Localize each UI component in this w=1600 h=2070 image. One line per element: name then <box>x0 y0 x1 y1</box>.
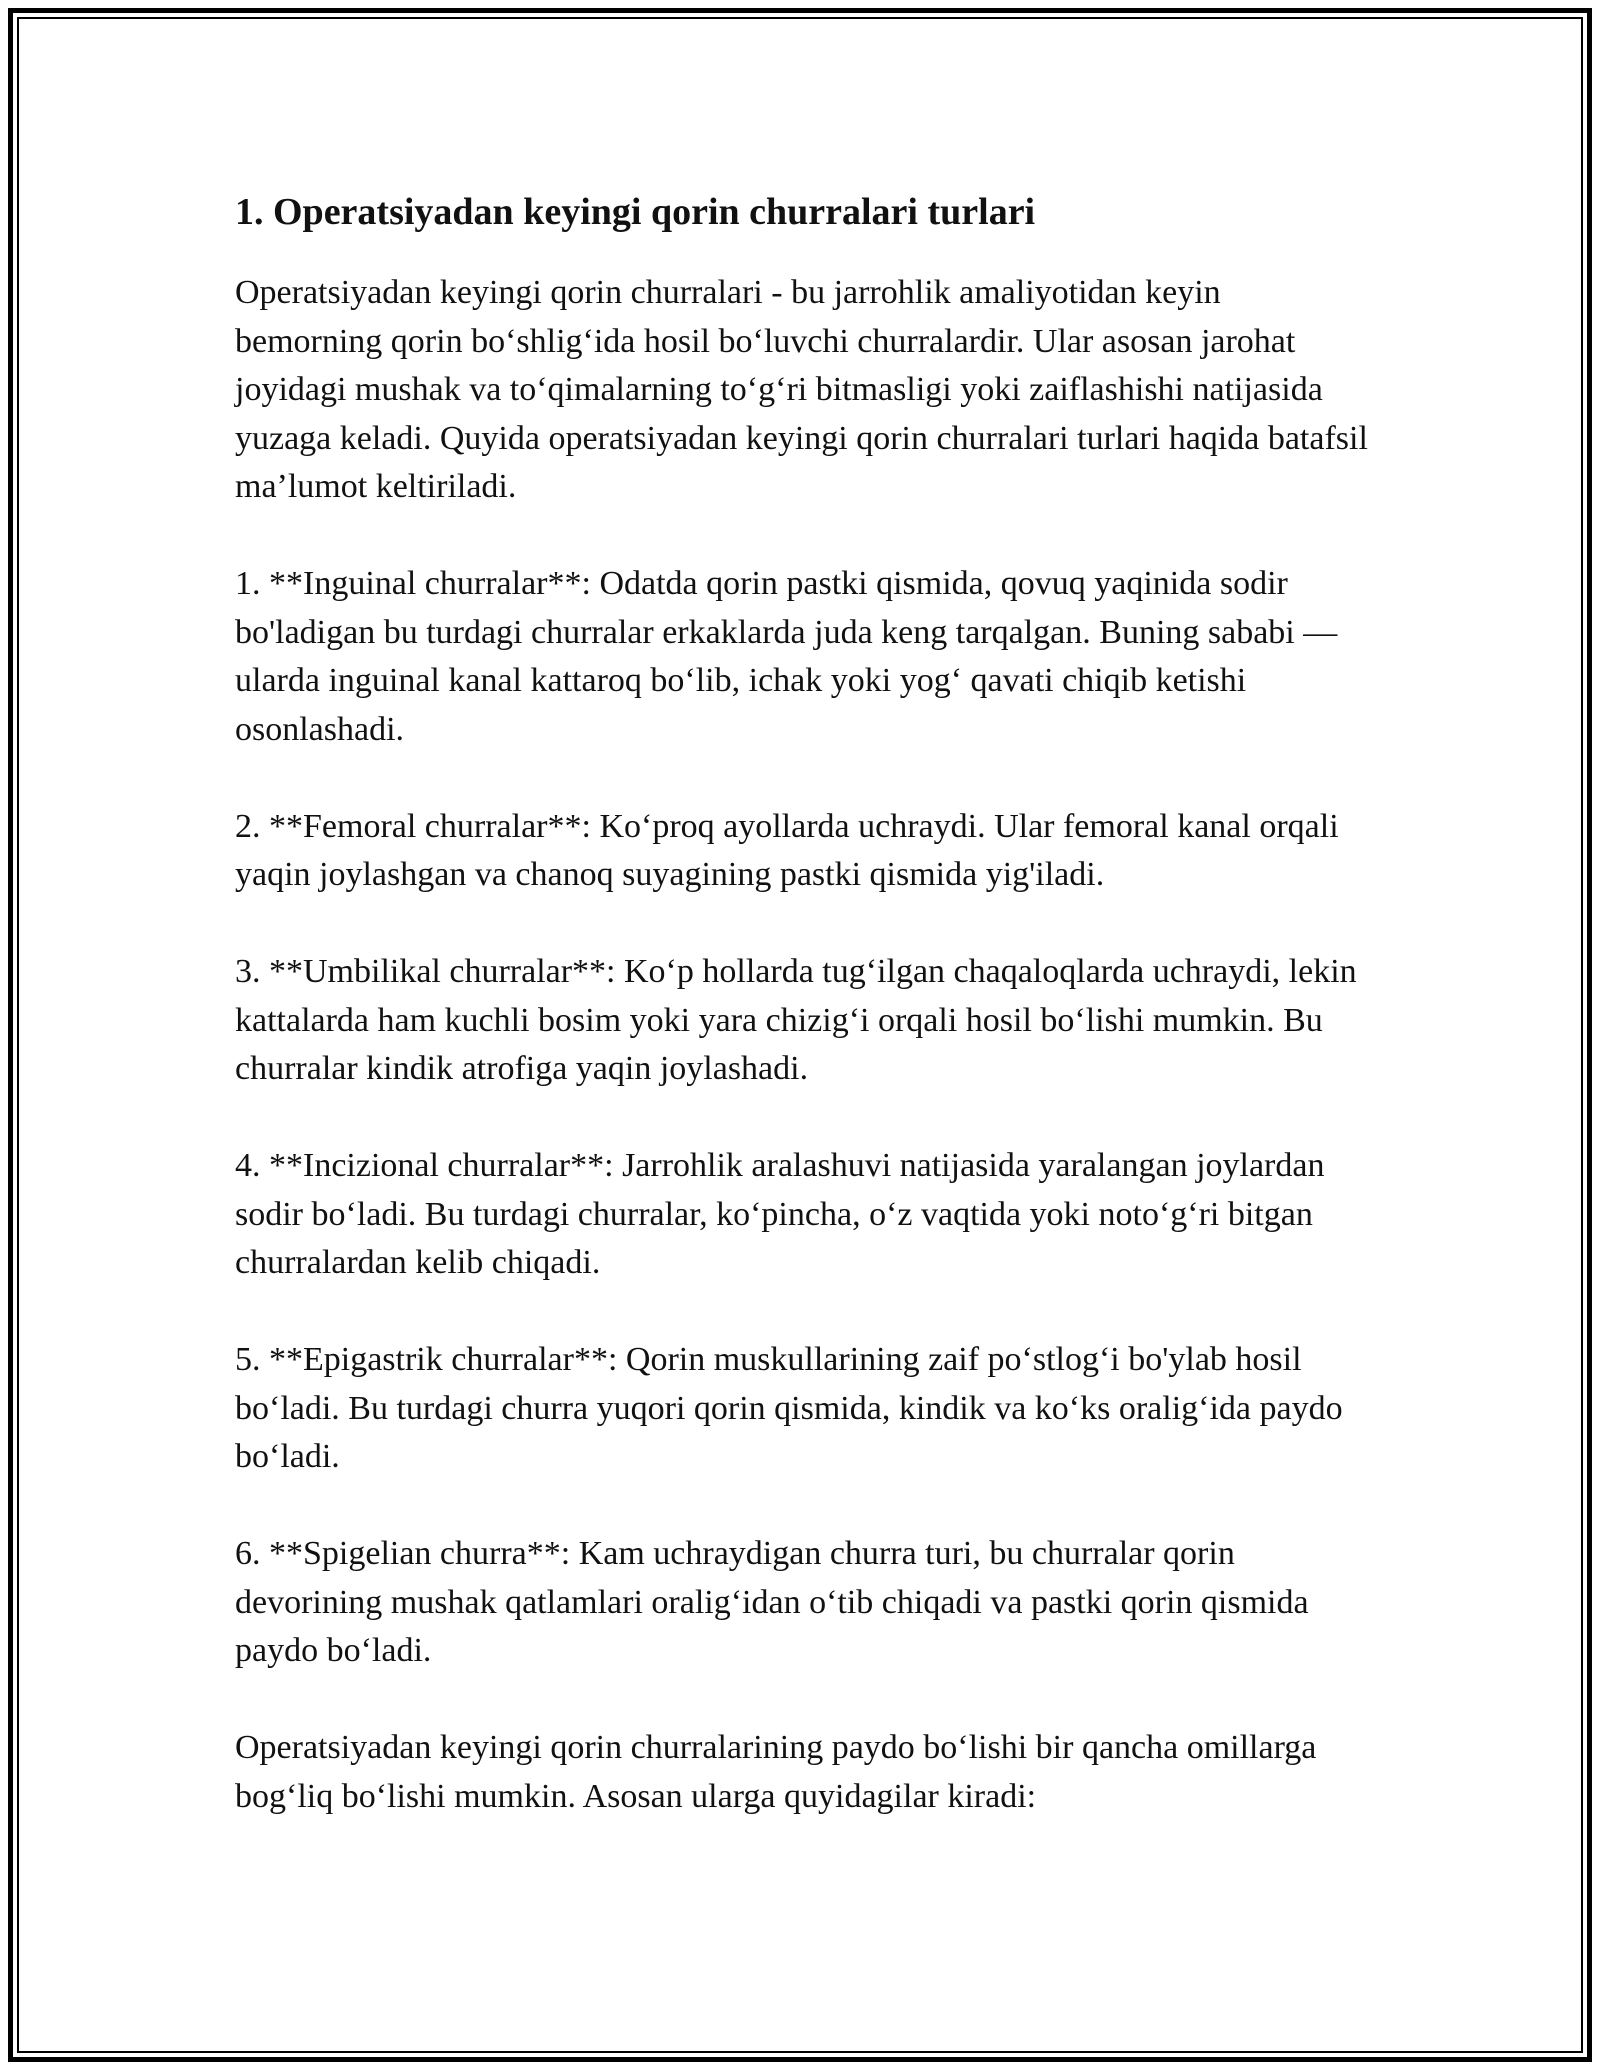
closing-paragraph: Operatsiyadan keyingi qorin churralarining paydo bo‘lishi bir qancha omillarga bog‘liq bo‘lishi mumkin. Asosan ularga quyidagilar kiradi: <box>235 1729 1317 1815</box>
document-body <box>235 186 1375 1870</box>
paragraph-umbilikal: 3. **Umbilikal churralar**: Ko‘p hollarda tug‘ilgan chaqaloqlarda uchraydi, lekin kattalarda ham kuchli bosim yoki yara chizig‘i orqali hosil bo‘lishi mumkin. Bu churralar kindik atrofiga yaqin joylashadi. <box>235 953 1357 1087</box>
paragraph-inguinal: 1. **Inguinal churralar**: Odatda qorin pastki qismida, qovuq yaqinida sodir bo'ladigan bu turdagi churralar erkaklarda juda keng tarqalgan. Buning sababi — ularda inguinal kanal kattaroq bo‘lib, ichak yoki yog‘ qavati chiqib ketishi osonlashadi. <box>235 565 1338 748</box>
paragraph-femoral: 2. **Femoral churralar**: Ko‘proq ayollarda uchraydi. Ular femoral kanal orqali yaqin joylashgan va chanoq suyagining pastki qismida yig'iladi. <box>235 807 1339 893</box>
paragraph-spigelian: 6. **Spigelian churra**: Kam uchraydigan churra turi, bu churralar qorin devorining mushak qatlamlari oralig‘idan o‘tib chiqadi va pastki qorin qismida paydo bo‘ladi. <box>235 1535 1309 1669</box>
intro-paragraph: Operatsiyadan keyingi qorin churralari - bu jarrohlik amaliyotidan keyin bemorning qorin bo‘shlig‘ida hosil bo‘luvchi churralardir. Ular asosan jarohat joyidagi mushak va to‘qimalarning to‘g‘ri bitmasligi yoki zaiflashishi natijasida yuzaga keladi. Quyida operatsiyadan keyingi qorin churralari turlari haqida batafsil ma’lumot keltiriladi. <box>235 274 1368 505</box>
paragraph-incizional: 4. **Incizional churralar**: Jarrohlik aralashuvi natijasida yaralangan joylardan sodir bo‘ladi. Bu turdagi churralar, ko‘pincha, o‘z vaqtida yoki noto‘g‘ri bitgan churralardan kelib chiqadi. <box>235 1147 1325 1281</box>
paragraph-epigastrik: 5. **Epigastrik churralar**: Qorin muskullarining zaif po‘stlog‘i bo'ylab hosil bo‘ladi. Bu turdagi churra yuqori qorin qismida, kindik va ko‘ks oralig‘ida paydo bo‘ladi. <box>235 1341 1343 1475</box>
section-heading: 1. Operatsiyadan keyingi qorin churralari turlari <box>235 191 1036 233</box>
